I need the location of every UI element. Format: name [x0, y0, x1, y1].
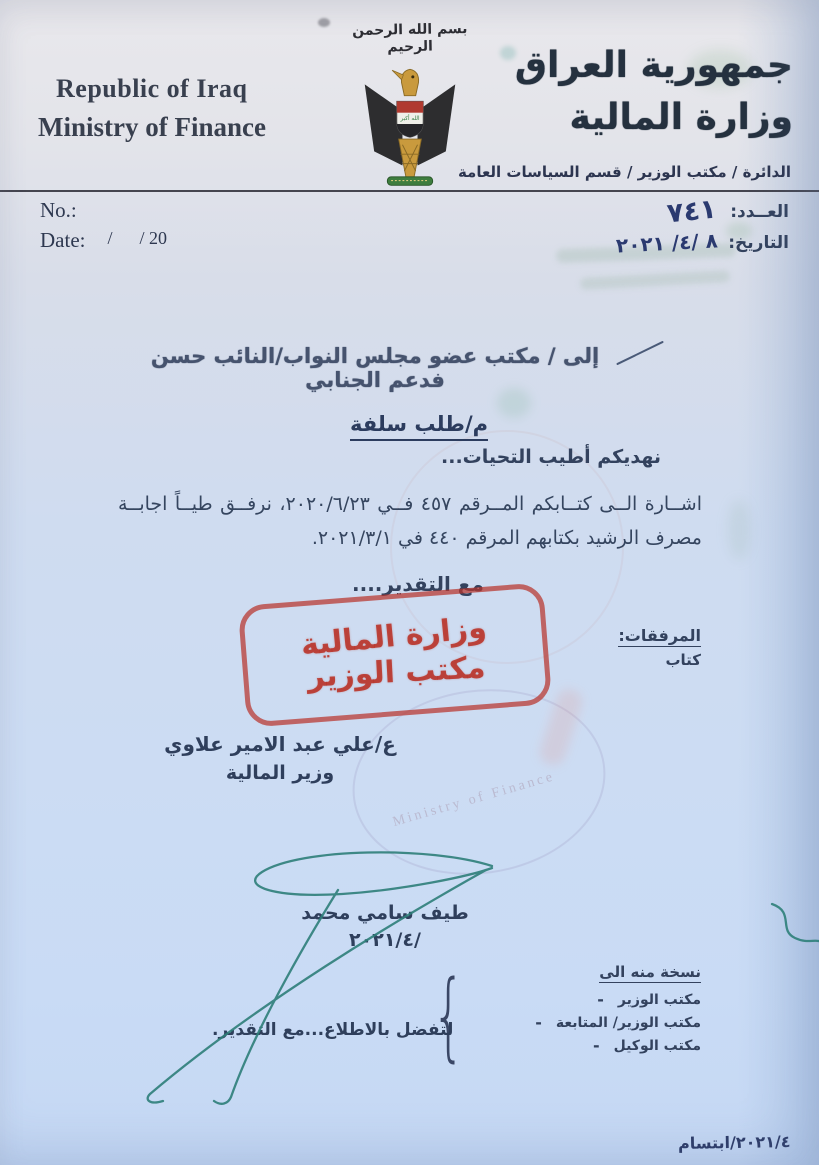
minister-name: ع/علي عبد الامير علاوي	[164, 732, 396, 756]
attachments-block	[618, 626, 701, 669]
header-divider	[0, 190, 819, 192]
copies-item-row	[535, 1036, 701, 1055]
bleed-blob-5	[728, 500, 750, 560]
reference-arabic	[615, 193, 789, 258]
bleed-handwriting-2	[580, 270, 730, 290]
dash-bullet: -	[597, 990, 604, 1009]
ink-speck	[318, 18, 330, 27]
bleed-pink-streak	[537, 686, 586, 768]
attachments-value: كتاب	[665, 651, 701, 669]
reference-english	[40, 198, 167, 253]
curly-brace-mark: {	[431, 960, 466, 1072]
header-english-country: Republic of Iraq	[56, 74, 248, 103]
header-arabic-ministry: وزارة المالية	[569, 97, 793, 138]
attachments-label: المرفقات:	[618, 626, 701, 645]
corner-pen-mark	[0, 0, 135, 53]
date-value: / / 20	[107, 228, 167, 248]
dash-bullet: -	[592, 1036, 600, 1055]
copies-item-row	[535, 1013, 701, 1032]
footer-handwritten-note: ٢٠٢١/٤/ابتسام	[678, 1132, 792, 1153]
minister-signature-block	[160, 732, 400, 784]
stamp-line-office: مكتب الوزير	[306, 650, 487, 695]
stamp-line-ministry: وزارة المالية	[299, 610, 488, 663]
number-label: العــدد:	[730, 201, 789, 222]
bleed-watermark-text: Ministry of Finance	[391, 769, 557, 830]
copies-title: نسخة منه الى	[599, 963, 701, 981]
body-paragraph: اشــارة الــى كتــابكم المــرقم ٤٥٧ فــي ٢٠٢٠/٦/٢٣، نرفــق طيــاً اجابــة مصرف الرشيد بكتابهم المرقم ٤٤٠ في ٢٠٢١/٣/١.	[118, 493, 703, 549]
review-note: لتفضل بالاطلاع...مع التقدير.	[212, 1020, 454, 1040]
closing-line: مع التقدير....	[352, 572, 484, 596]
minister-title: وزير المالية	[225, 762, 335, 784]
copies-item-label: مكتب الوزير/ المتابعة	[555, 1014, 701, 1031]
arabic-date-value-handwritten: ٨ /٤/ ٢٠٢١	[615, 228, 719, 258]
shield-takbir-text: الله أكبر	[400, 116, 420, 123]
to-line: إلى / مكتب عضو مجلس النواب/النائب حسن فدعم الجنابي	[150, 344, 600, 392]
department-line: الدائرة / مكتب الوزير / قسم السياسات العامة	[457, 163, 791, 181]
ministry-red-stamp	[238, 582, 553, 728]
handwritten-slash-mark	[616, 341, 664, 366]
header-arabic-country: جمهورية العراق	[514, 45, 793, 86]
greeting-line: نهديكم أطيب التحيات...	[441, 446, 661, 468]
header-english-ministry: Ministry of Finance	[38, 112, 266, 142]
bismillah-calligraphy: بسم الله الرحمن الرحيم	[352, 20, 468, 56]
secretary-date: ٢٠٢١/٤/	[349, 929, 421, 951]
copies-item-label: مكتب الوزير	[617, 991, 701, 1008]
copies-item-row	[535, 990, 701, 1009]
secretary-block	[285, 902, 485, 951]
dash-bullet: -	[535, 1013, 542, 1032]
secretary-name: طيف سامي محمد	[301, 902, 469, 924]
copies-block	[535, 962, 701, 1055]
number-value-handwritten: ٧٤١	[665, 193, 718, 230]
eagle-icon	[350, 58, 470, 190]
no-label: No.:	[40, 198, 77, 222]
header-arabic	[515, 40, 793, 144]
bleed-blob-4	[497, 388, 531, 418]
subject-line: م/طلب سلفة	[350, 412, 488, 441]
header-english	[38, 74, 266, 143]
copies-item-label: مكتب الوكيل	[613, 1037, 701, 1054]
arabic-date-label: التاريخ:	[728, 233, 789, 253]
bleed-blob-2	[500, 46, 516, 60]
date-label: Date:	[40, 228, 86, 252]
